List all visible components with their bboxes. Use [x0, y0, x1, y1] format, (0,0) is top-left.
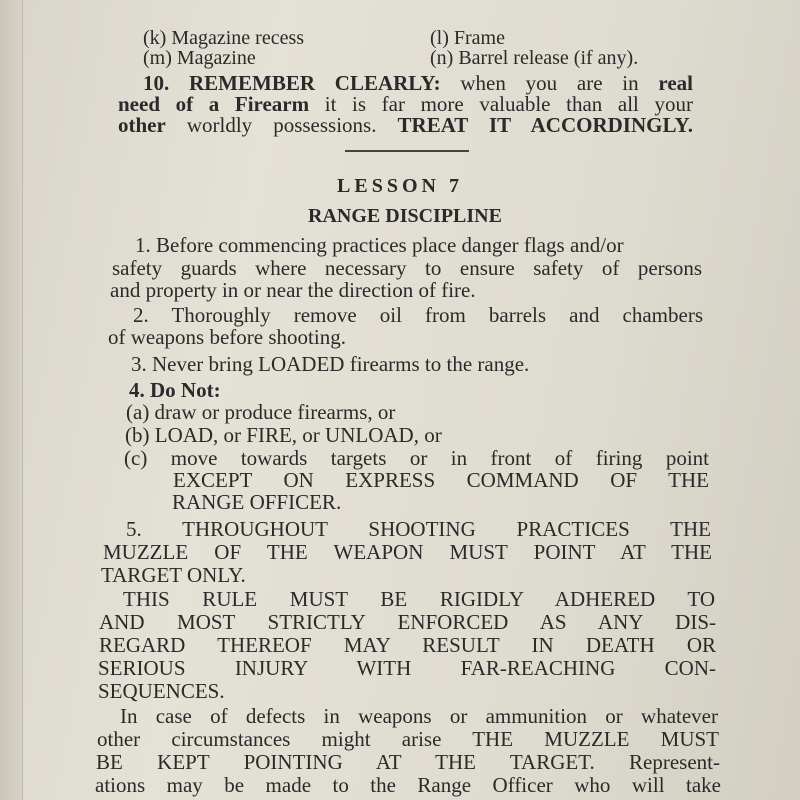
body-line: 3. Never bring LOADED firearms to the range. — [131, 352, 530, 376]
body-line: other circumstances might arise THE MUZZLE MUST — [97, 727, 719, 751]
body-line: (c) move towards targets or in front of firing point — [124, 446, 709, 470]
body-line: REGARD THEREOF MAY RESULT IN DEATH OR — [99, 633, 716, 657]
body-line: of weapons before shooting. — [108, 325, 346, 349]
lesson-title: LESSON 7 — [337, 175, 463, 197]
body-line: 1. Before commencing practices place danger flags and/or — [135, 233, 624, 257]
body-line: EXCEPT ON EXPRESS COMMAND OF THE — [173, 468, 709, 492]
point10-need: need of a Firearm — [118, 92, 310, 116]
body-line: MUZZLE OF THE WEAPON MUST POINT AT THE — [103, 540, 712, 564]
body-line: BE KEPT POINTING AT THE TARGET. Represent- — [96, 750, 720, 774]
point10-real: real — [658, 71, 693, 95]
body-line: (b) LOAD, or FIRE, or UNLOAD, or — [125, 423, 442, 447]
list-item-m: (m) Magazine — [143, 47, 256, 69]
body-line: THIS RULE MUST BE RIGIDLY ADHERED TO — [123, 587, 715, 611]
body-line: AND MOST STRICTLY ENFORCED AS ANY DIS- — [99, 610, 716, 634]
list-item-l: (l) Frame — [430, 27, 505, 49]
body-line: RANGE OFFICER. — [172, 490, 342, 514]
lesson-subtitle: RANGE DISCIPLINE — [308, 205, 502, 227]
body-line: ations may be made to the Range Officer who will take — [95, 773, 721, 797]
point10-treat: TREAT IT ACCORDINGLY. — [397, 113, 694, 137]
point10-text: when you are in — [460, 71, 639, 95]
body-line: safety guards where necessary to ensure safety of persons — [112, 256, 702, 280]
point10-line3 — [118, 114, 693, 137]
body-line: TARGET ONLY. — [101, 563, 246, 587]
point10-text3: worldly possessions. — [186, 113, 377, 137]
point10-remember: 10. REMEMBER CLEARLY: — [143, 71, 441, 95]
body-line: 2. Thoroughly remove oil from barrels and chambers — [133, 303, 703, 327]
body-line: 4. Do Not: — [129, 378, 221, 402]
point10-other: other — [118, 113, 166, 137]
point10-text2: it is far more valuable than all your — [324, 92, 694, 116]
body-line: (a) draw or produce firearms, or — [126, 400, 396, 424]
body-line: In case of defects in weapons or ammunition or whatever — [120, 704, 718, 728]
body-line: SEQUENCES. — [98, 679, 225, 703]
section-divider — [345, 150, 469, 152]
list-item-n: (n) Barrel release (if any). — [430, 47, 639, 69]
body-line: SERIOUS INJURY WITH FAR-REACHING CON- — [98, 656, 716, 680]
body-line: 5. THROUGHOUT SHOOTING PRACTICES THE — [126, 517, 711, 541]
list-item-k: (k) Magazine recess — [143, 27, 305, 49]
body-line: and property in or near the direction of fire. — [110, 278, 476, 302]
